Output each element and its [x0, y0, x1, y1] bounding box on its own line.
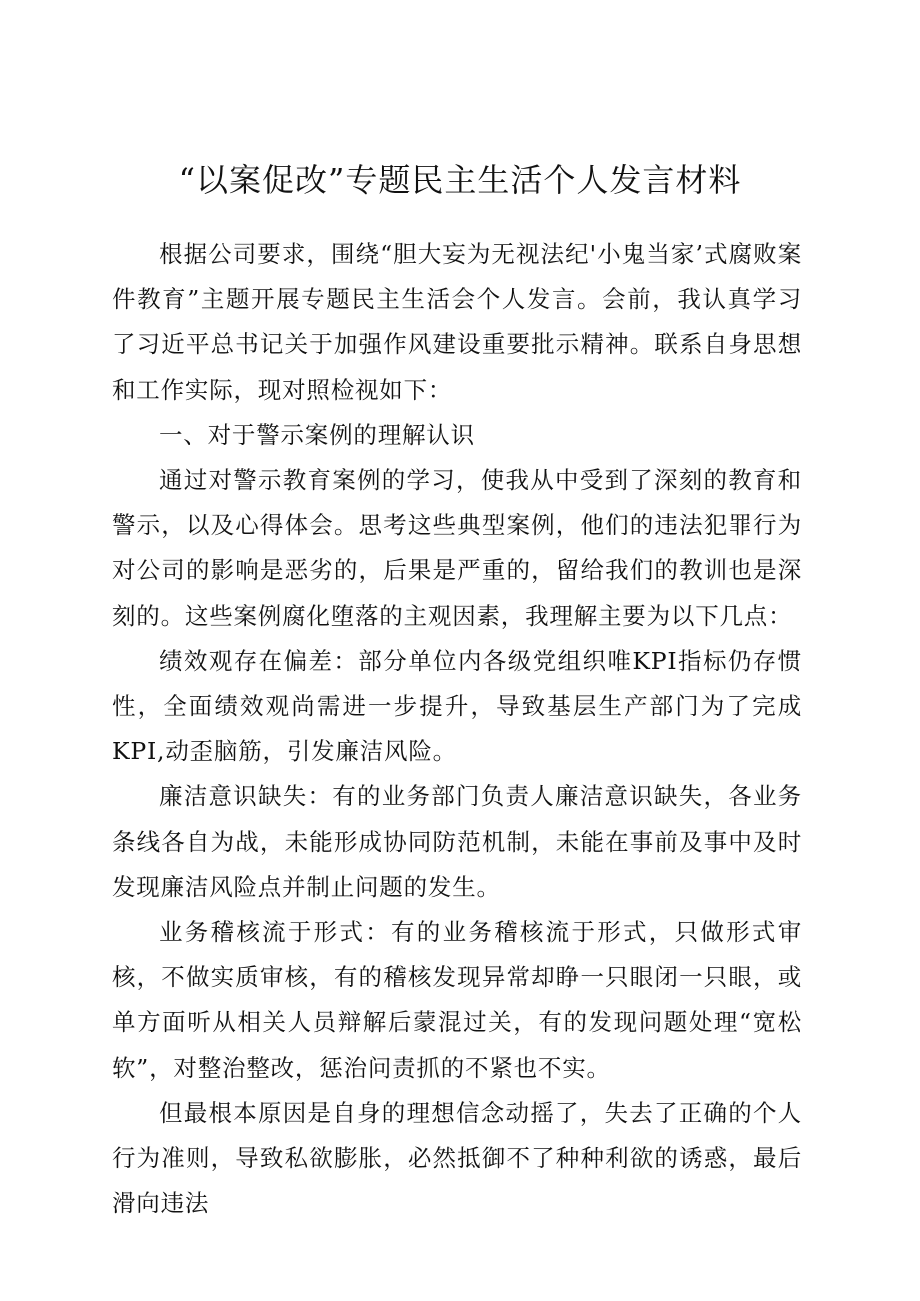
body-paragraph: 绩效观存在偏差：部分单位内各级党组织唯KPI指标仍存惯性，全面绩效观尚需进一步提升，导致基层生产部门为了完成KPI,动歪脑筋，引发廉洁风险。 — [112, 646, 802, 766]
body-paragraph: 业务稽核流于形式：有的业务稽核流于形式，只做形式审核，不做实质审核，有的稽核发现异常却睁一只眼闭一只眼，或单方面听从相关人员辩解后蒙混过关，有的发现问题处理“宽松软”，对整治整改，惩治问责抓的不紧也不实。 — [112, 918, 802, 1082]
document-title: “以案促改”专题民主生活个人发言材料 — [178, 161, 742, 199]
intro-paragraph: 根据公司要求，围绕“胆大妄为无视法纪'小鬼当家’式腐败案件教育”主题开展专题民主生活会个人发言。会前，我认真学习了习近平总书记关于加强作风建设重要批示精神。联系自身思想和工作实际，现对照检视如下： — [112, 240, 802, 404]
body-paragraph: 廉洁意识缺失：有的业务部门负责人廉洁意识缺失，各业务条线各自为战，未能形成协同防范机制，未能在事前及事中及时发现廉洁风险点并制止问题的发生。 — [112, 782, 802, 901]
document-body — [112, 232, 802, 1226]
section-heading: 一、对于警示案例的理解认识 — [159, 420, 475, 449]
body-paragraph: 通过对警示教育案例的学习，使我从中受到了深刻的教育和警示，以及心得体会。思考这些典型案例，他们的违法犯罪行为对公司的影响是恶劣的，后果是严重的，留给我们的教训也是深刻的。这些案例腐化堕落的主观因素，我理解主要为以下几点： — [112, 466, 802, 630]
body-paragraph: 但最根本原因是自身的理想信念动摇了，失去了正确的个人行为准则，导致私欲膨胀，必然抵御不了种种利欲的诱惑，最后滑向违法 — [112, 1098, 802, 1218]
